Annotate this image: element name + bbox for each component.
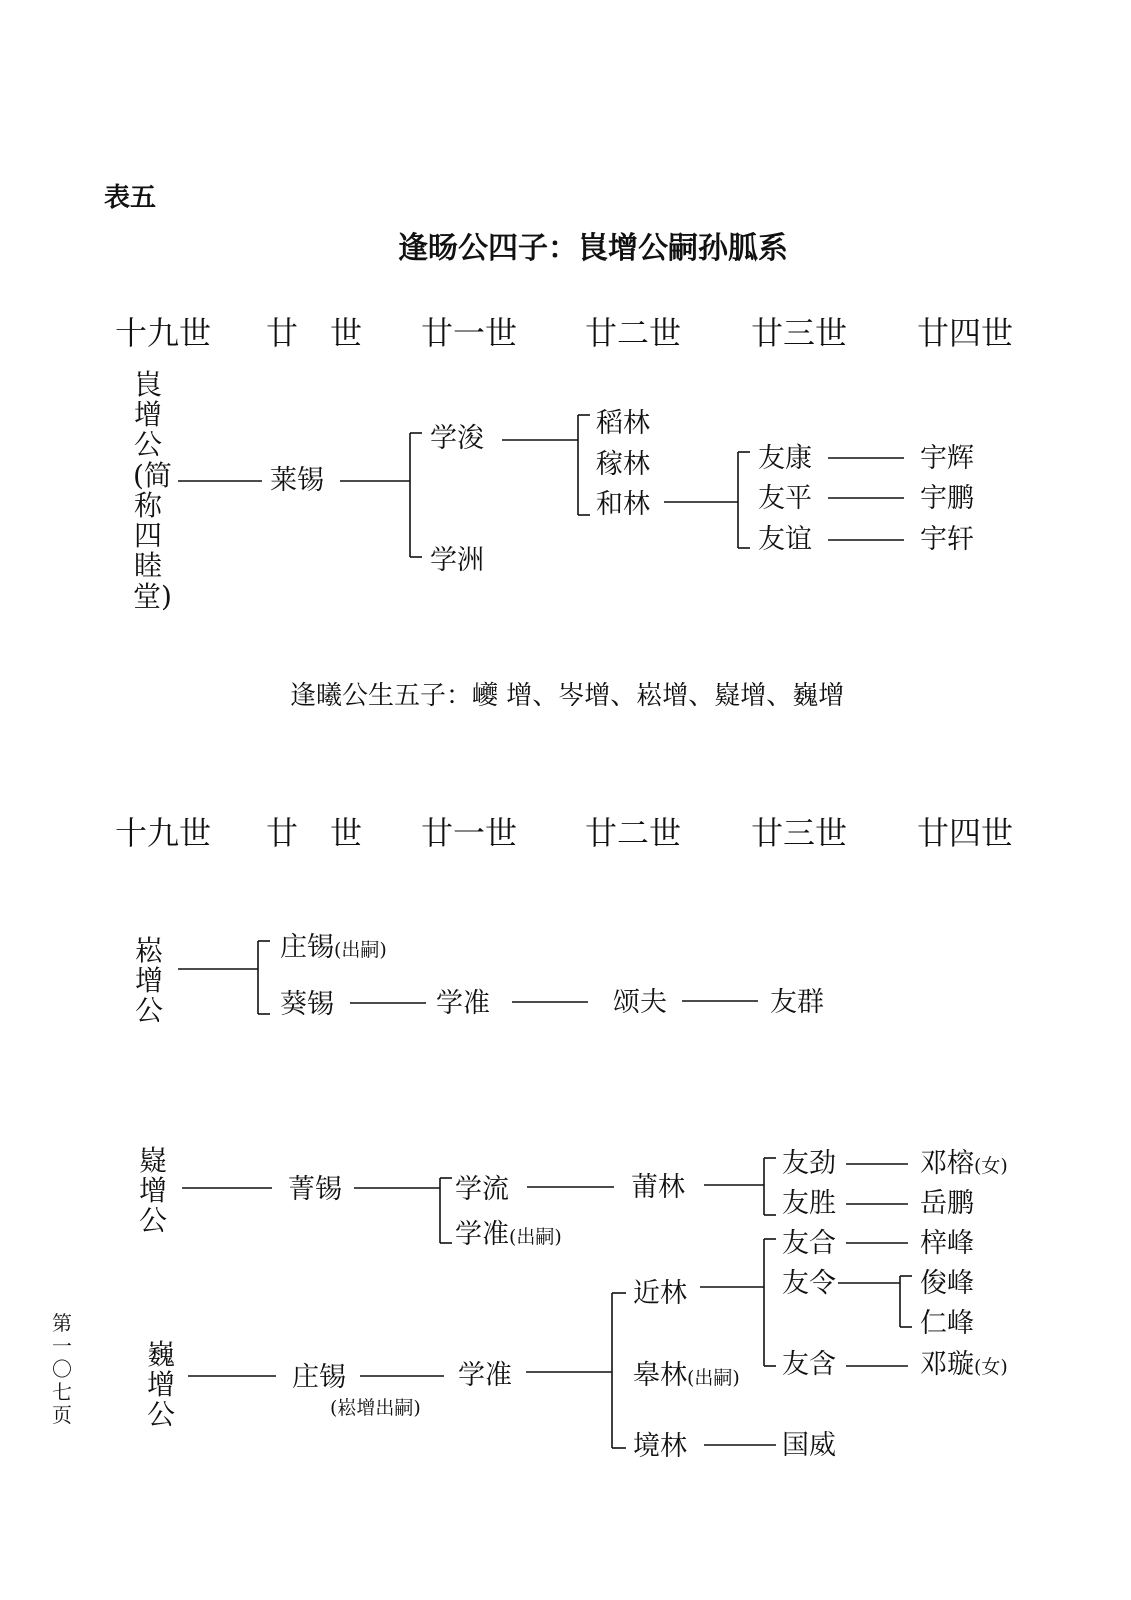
- yi-gen24-a: 邓榕(女): [920, 1148, 1008, 1179]
- wei-gen24-a: 梓峰: [920, 1228, 974, 1259]
- wei-gen20: 庄锡: [292, 1362, 346, 1393]
- song-gen21: 学准: [436, 988, 490, 1019]
- gen-22-label: 廿二世: [585, 314, 682, 352]
- gen-22-label: 廿二世: [585, 814, 682, 852]
- gen-24-label: 廿四世: [917, 814, 1014, 852]
- gen22-node-2: 稼林: [596, 449, 650, 480]
- yi-gen24-b: 岳鹏: [920, 1188, 974, 1219]
- wei-gen24-b: 俊峰: [920, 1268, 974, 1299]
- root-node: 峎增公(简称四睦堂): [133, 368, 172, 613]
- gen20-node: 莱锡: [270, 465, 324, 496]
- gen-19-label: 十九世: [115, 314, 212, 352]
- song-root-node: 崧增公: [134, 934, 163, 1028]
- gen24-node-2: 宇鹏: [920, 483, 974, 514]
- gen22-node-1: 稻林: [596, 408, 650, 439]
- gen-23-label: 廿三世: [751, 814, 848, 852]
- gen23-node-3: 友谊: [758, 524, 812, 555]
- wei-gen23-c: 友含: [782, 1349, 836, 1380]
- yi-root-node: 嶷增公: [138, 1144, 167, 1238]
- song-child-2: 葵锡: [280, 989, 334, 1020]
- gen-20-label: 廿 世: [266, 814, 363, 852]
- wei-gen21: 学准: [458, 1360, 512, 1391]
- wei-gen24-d: 邓璇(女): [920, 1349, 1008, 1380]
- gen24-node-1: 宇辉: [920, 443, 974, 474]
- gen24-node-3: 宇轩: [920, 524, 974, 555]
- song-child-1: 庄锡(出嗣): [280, 932, 387, 963]
- wei-gen23-a: 友合: [782, 1228, 836, 1259]
- wei-root-node: 巍增公: [146, 1338, 175, 1432]
- gen21-node-1: 学浚: [430, 423, 484, 454]
- gen-23-label: 廿三世: [751, 314, 848, 352]
- table-label: 表五: [104, 183, 157, 213]
- wei-gen23-d: 国威: [782, 1430, 836, 1461]
- yi-gen21-a: 学流: [455, 1174, 509, 1205]
- yi-gen21-b: 学准(出嗣): [455, 1219, 562, 1250]
- wei-gen23-b: 友令: [782, 1268, 836, 1299]
- gen-19-label: 十九世: [115, 814, 212, 852]
- wei-gen24-c: 仁峰: [920, 1308, 974, 1339]
- subtitle: 逢曦公生五子：巙 增、岑增、崧增、嶷增、巍增: [290, 681, 845, 711]
- song-gen22: 颂夫: [613, 987, 667, 1018]
- yi-gen23-b: 友胜: [782, 1188, 836, 1219]
- yi-gen23-a: 友劲: [782, 1148, 836, 1179]
- gen22-node-3: 和林: [596, 489, 650, 520]
- gen-21-label: 廿一世: [421, 814, 518, 852]
- wei-gen22-b: 皋林(出嗣): [633, 1360, 740, 1391]
- gen-20-label: 廿 世: [266, 314, 363, 352]
- page-title: 逢旸公四子：峎增公嗣孙胍系: [398, 231, 788, 266]
- gen23-node-1: 友康: [758, 443, 812, 474]
- page-number: 第一〇七页: [52, 1311, 72, 1427]
- wei-gen22-c: 境林: [633, 1431, 687, 1462]
- wei-gen20-note: (崧增出嗣): [330, 1397, 421, 1419]
- wei-gen22-a: 近林: [633, 1278, 687, 1309]
- gen21-node-2: 学洲: [430, 545, 484, 576]
- gen-21-label: 廿一世: [421, 314, 518, 352]
- song-gen23: 友群: [770, 987, 824, 1018]
- gen23-node-2: 友平: [758, 483, 812, 514]
- yi-gen20: 菁锡: [288, 1174, 342, 1205]
- gen-24-label: 廿四世: [917, 314, 1014, 352]
- yi-gen22: 莆林: [631, 1172, 685, 1203]
